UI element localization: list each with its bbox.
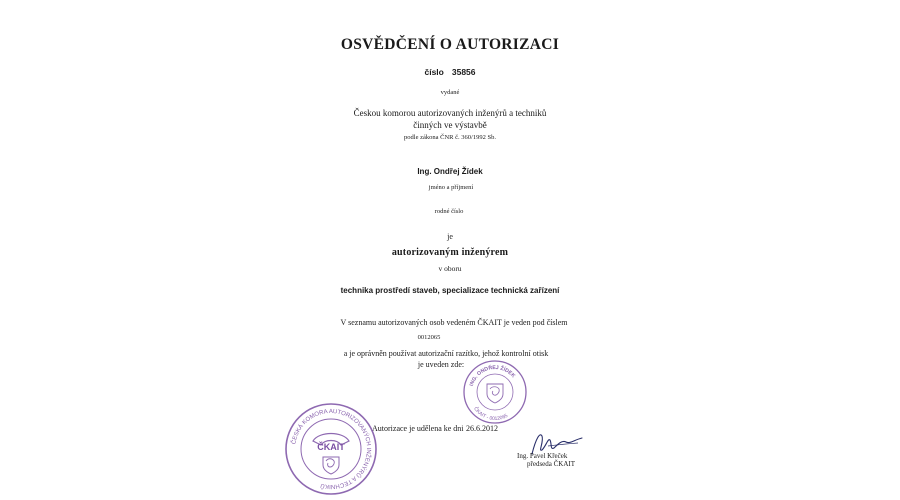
law-reference: podle zákona ČNR č. 360/1992 Sb.: [404, 134, 496, 141]
lion-emblem-icon: [323, 457, 339, 474]
register-text-line-1: V seznamu autorizovaných osob vedeném ČKAIT je veden pod číslem: [340, 318, 568, 327]
is-label: je: [447, 232, 453, 241]
name-caption: jméno a příjmení: [428, 184, 474, 191]
left-stamp-center-text: ČKAIT: [317, 442, 345, 452]
right-stamp-bottom-text: ČKAIT - 0012065: [472, 406, 509, 423]
left-stamp-ring-text: ČESKÁ KOMORA AUTORIZOVANÝCH INŽENÝRŮ A TECHNIKŮ: [291, 408, 372, 490]
register-text-line-2: a je oprávněn používat autorizační razítko, jehož kontrolní otisk: [343, 349, 549, 358]
issued-label: vydané: [440, 89, 460, 96]
number-label: číslo: [424, 67, 444, 77]
ckait-official-stamp: [283, 401, 379, 497]
granted-date: 26.6.2012: [466, 424, 498, 433]
signer-role: předseda ČKAIT: [527, 460, 576, 468]
right-stamp-ring-text: ING. ONDŘEJ ŽÍDEK: [468, 364, 517, 387]
birth-number-caption: rodné číslo: [434, 208, 464, 215]
authorization-title: autorizovaným inženýrem: [391, 247, 509, 258]
document-title: OSVĚDČENÍ O AUTORIZACI: [340, 36, 560, 53]
field-label: v oboru: [438, 264, 462, 273]
authorization-stamp: [462, 359, 528, 425]
field-value: technika prostředí staveb, specializace technická zařízení: [340, 286, 560, 295]
signer-name: Ing. Pavel Křeček: [517, 452, 568, 460]
issuer-line-2: činných ve výstavbě: [413, 120, 487, 130]
svg-text:ING. ONDŘEJ ŽÍDEK: [469, 363, 516, 387]
register-number: 0012065: [417, 334, 441, 341]
holder-name: Ing. Ondřej Žídek: [417, 167, 483, 176]
issuer-line-1: Českou komorou autorizovaných inženýrů a techniků: [353, 108, 547, 118]
number-value: 35856: [451, 67, 476, 77]
certificate-number: [424, 67, 475, 77]
granted-label: Autorizace je udělena ke dni: [372, 424, 464, 433]
register-text-line-3: je uveden zde:: [417, 360, 465, 369]
lion-emblem-icon: [487, 384, 503, 403]
